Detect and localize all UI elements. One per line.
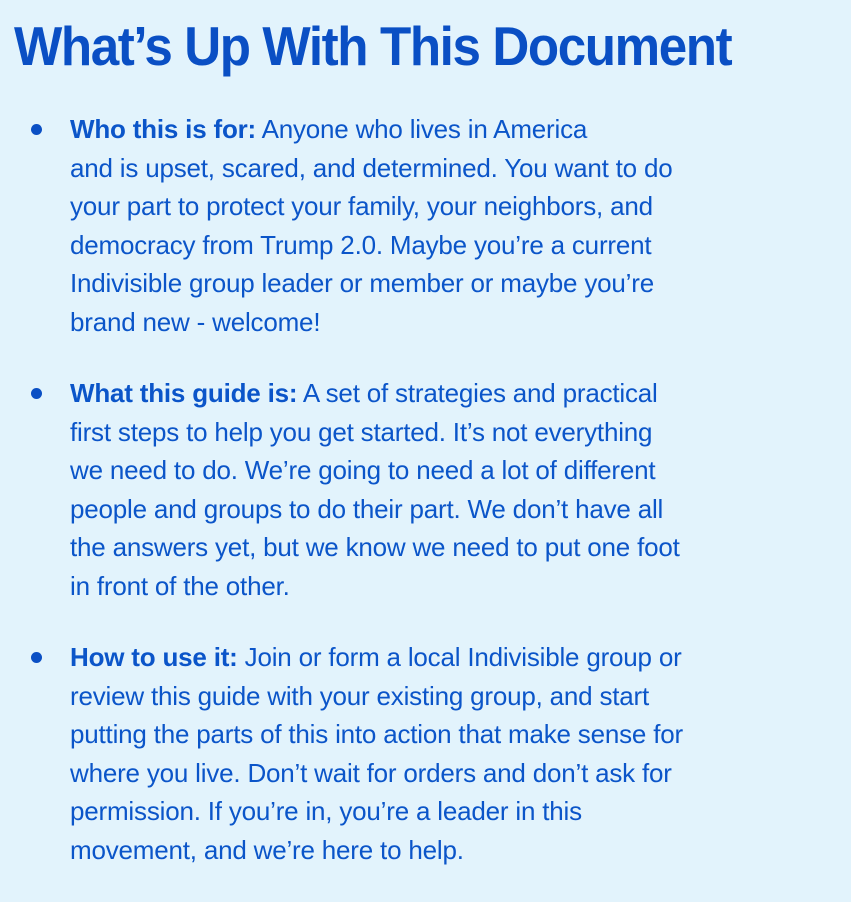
list-item-how	[0, 638, 851, 869]
item-lead-label: How to use it:	[70, 642, 238, 672]
item-text: Join or form a local Indivisible group or	[237, 642, 682, 672]
item-line: in front of the other.	[70, 570, 290, 601]
item-line: review this guide with your existing group, and start	[70, 680, 650, 711]
item-line: Indivisible group leader or member or maybe you’re	[70, 268, 654, 298]
item-line: brand new - welcome!	[70, 306, 321, 337]
item-line: where you live. Don’t wait for orders and don’t ask for	[70, 757, 672, 788]
item-line: people and groups to do their part. We don’t have all	[70, 493, 664, 524]
item-line: we need to do. We’re going to need a lot of different	[70, 455, 656, 485]
list-item-what	[0, 374, 851, 605]
list-item-who	[0, 110, 851, 341]
item-lead-label: What this guide is:	[70, 378, 298, 408]
item-line	[70, 374, 837, 413]
item-line	[70, 638, 837, 677]
page-title: What’s Up With This Document	[14, 15, 732, 77]
bullet-icon	[31, 124, 42, 135]
item-line: permission. If you’re in, you’re a leader in this	[70, 796, 582, 826]
item-line: the answers yet, but we know we need to put one foot	[70, 532, 680, 562]
item-line	[70, 110, 837, 149]
bullet-icon	[31, 388, 42, 399]
item-line: democracy from Trump 2.0. Maybe you’re a current	[70, 229, 652, 260]
item-text: A set of strategies and practical	[297, 378, 658, 408]
bullet-list	[0, 110, 851, 902]
bullet-icon	[31, 652, 42, 663]
item-line: movement, and we’re here to help.	[70, 834, 464, 865]
item-lead-label: Who this is for:	[70, 114, 256, 144]
item-line: your part to protect your family, your neighbors, and	[70, 191, 653, 221]
item-line: putting the parts of this into action that make sense for	[70, 719, 683, 749]
item-line: first steps to help you get started. It’s not everything	[70, 416, 653, 447]
item-text: Anyone who lives in America	[256, 114, 588, 144]
item-line: and is upset, scared, and determined. You want to do	[70, 152, 673, 183]
